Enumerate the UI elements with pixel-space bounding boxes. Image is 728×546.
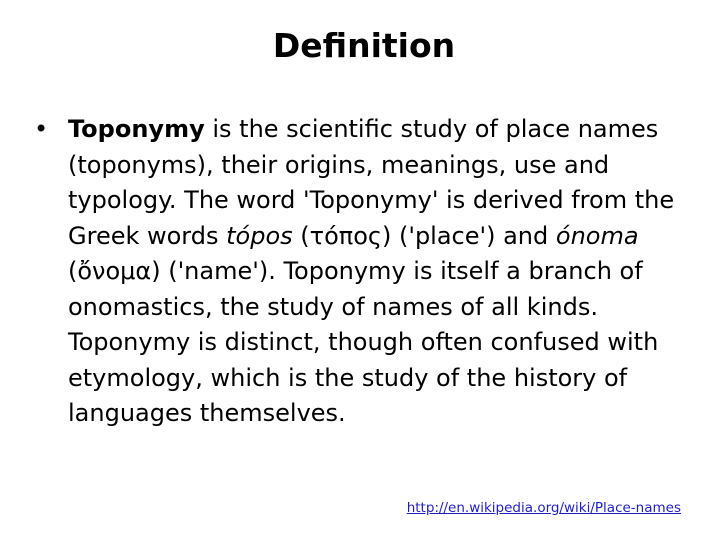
definition-text-part-2: (τόπος) ('place') and — [292, 221, 556, 250]
greek-word-topos: tópos — [226, 221, 293, 250]
definition-text-part-1: is the scientific study of place names (toponyms), their origins, meanings, use and typology. The word 'Toponymy' is derived from the Greek words — [68, 115, 675, 250]
slide-title: Definition — [272, 26, 456, 65]
bullet-icon: • — [34, 115, 49, 143]
bullet-text — [68, 112, 688, 432]
definition-text-part-3: (ὄνομα) ('name'). Toponymy is itself a branch of onomastics, the study of names of all kinds. Toponymy is distinct, though often confused with etymology, which is the study of the history of languages themselves. — [68, 257, 659, 427]
term-toponymy: Toponymy — [68, 115, 205, 143]
source-link[interactable]: http://en.wikipedia.org/wiki/Place-names — [406, 500, 681, 516]
greek-word-onoma: ónoma — [555, 221, 639, 250]
